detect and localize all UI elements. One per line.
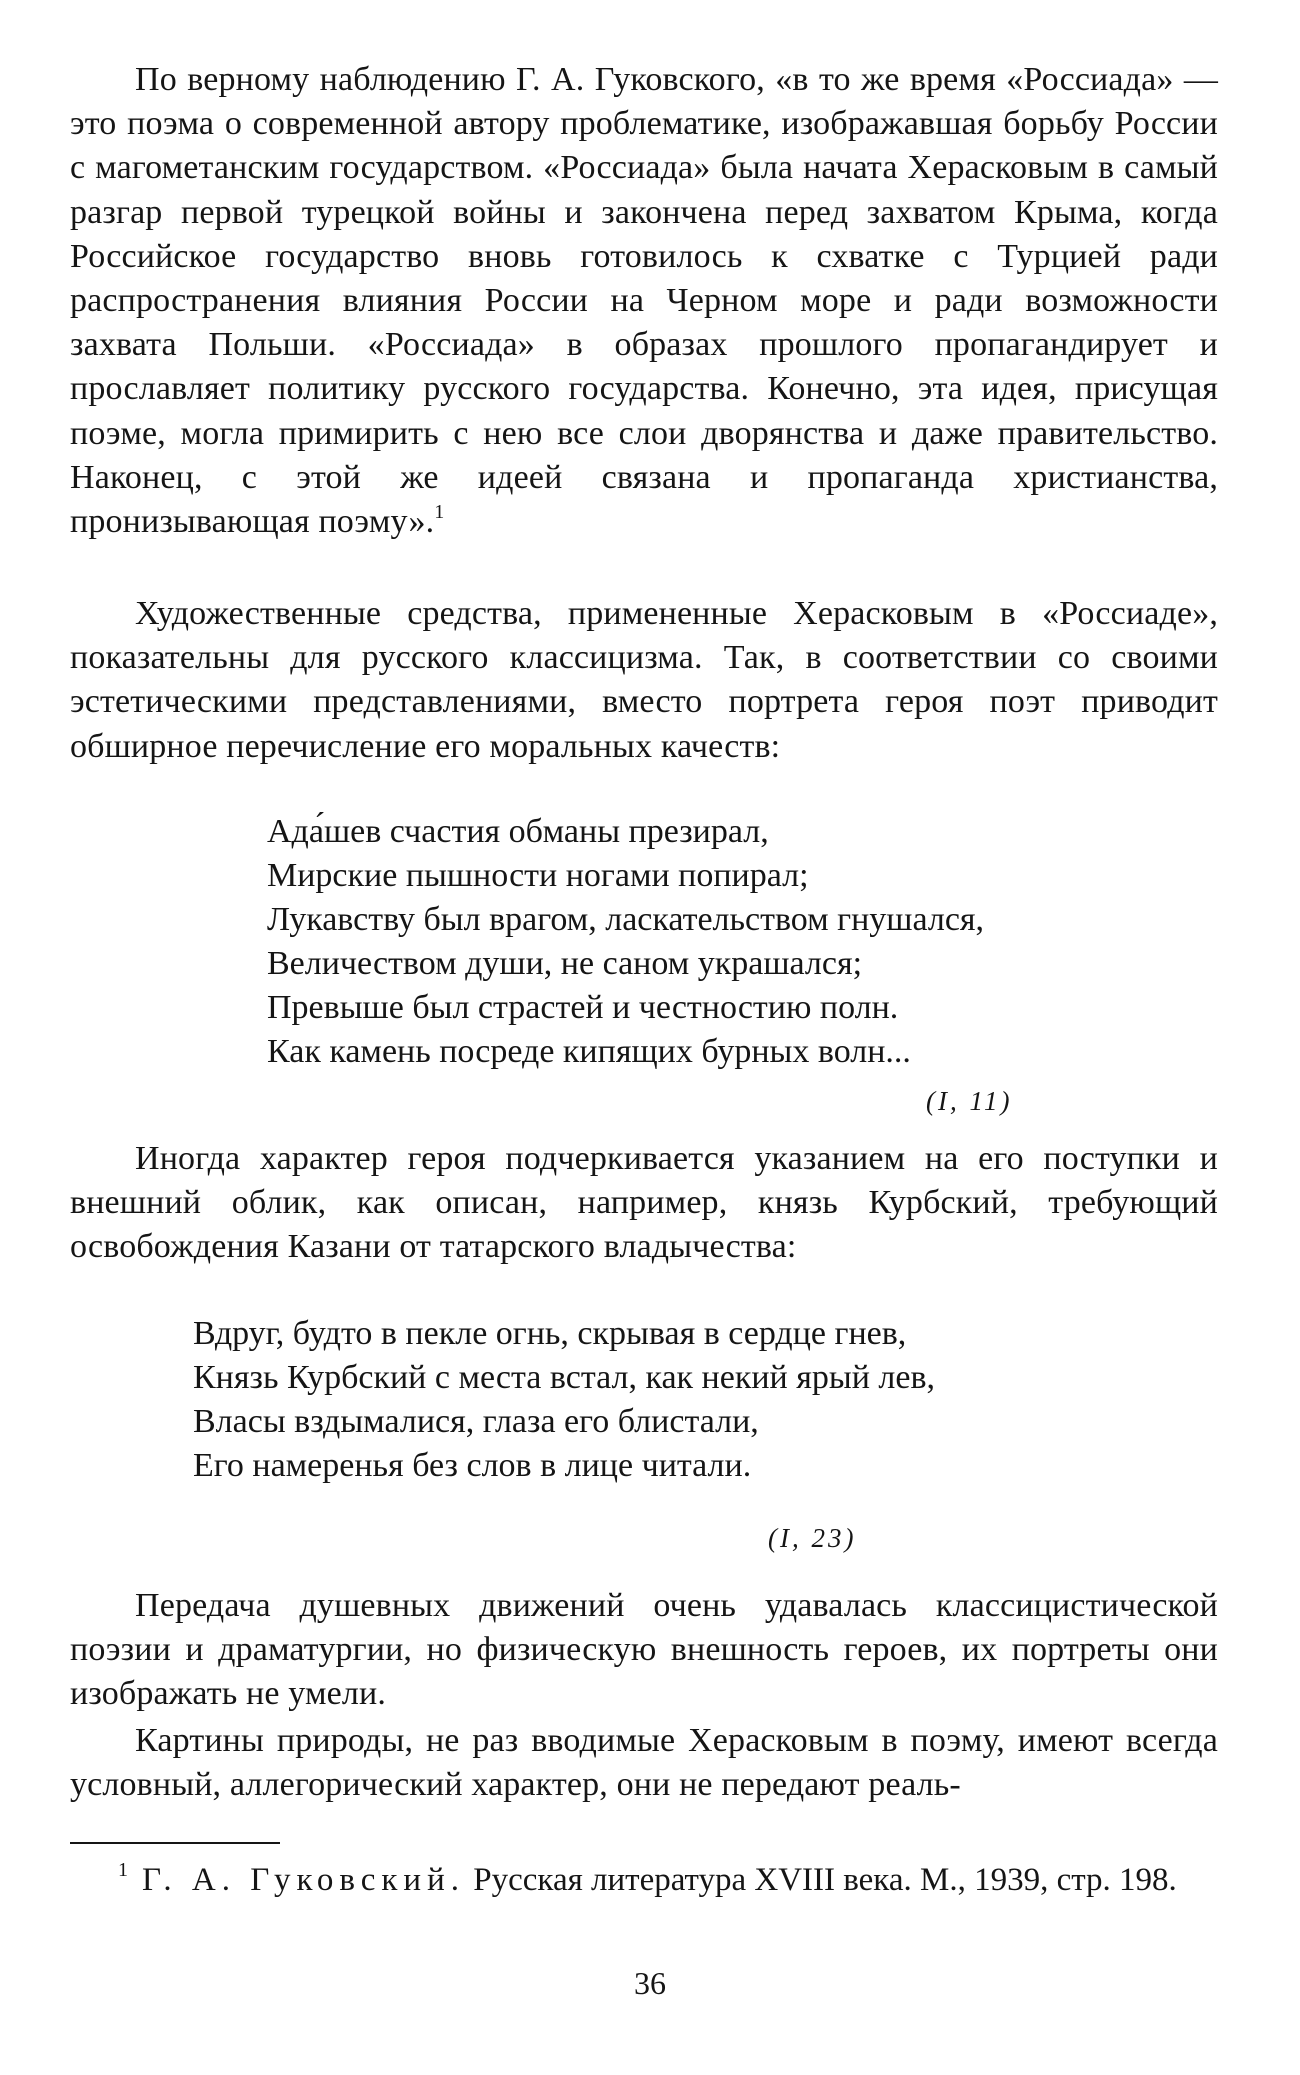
verse-line: Как камень посреде кипящих бурных волн... xyxy=(267,1033,911,1070)
paragraph-nature-pictures: Картины природы, не раз вводимые Херасковым в поэму, имеют всегда условный, аллегорический характер, они не передают реаль- xyxy=(70,1722,1218,1804)
verse-line: Мирские пышности ногами попирал; xyxy=(267,857,809,894)
verse-reference-1: (I, 11) xyxy=(926,1086,1013,1116)
verse-line: Вдруг, будто в пекле огнь, скрывая в сердце гнев, xyxy=(193,1315,907,1352)
footnote-divider xyxy=(70,1842,280,1844)
footnote xyxy=(70,1860,1218,1900)
verse-line: Ада́шев счастия обманы презирал, xyxy=(267,813,769,850)
verse-reference-2: (I, 23) xyxy=(768,1523,857,1553)
verse-line: Превыше был страстей и честностию полн. xyxy=(267,989,899,1026)
verse-quote-kurbsky xyxy=(193,1312,935,1488)
paragraph-emotions: Передача душевных движений очень удавалась классицистической поэзии и драматургии, но физическую внешность героев, их портреты они изображать не умели. xyxy=(70,1587,1218,1713)
footnote-author: Г. А. Гуковский. xyxy=(142,1862,466,1898)
verse-line: Власы вздымалися, глаза его блистали, xyxy=(193,1403,759,1440)
paragraph-hero-character: Иногда характер героя подчеркивается указанием на его поступки и внешний облик, как описан, например, князь Курбский, требующий освобождения Казани от татарского владычества: xyxy=(70,1140,1218,1266)
paragraph-artistic-means: Художественные средства, примененные Херасковым в «Россиаде», показательны для русского классицизма. Так, в соответствии со своими эстетическими представлениями, вместо портрета героя поэт приводит обширное перечисление его моральных качеств: xyxy=(70,595,1218,765)
footnote-citation: Русская литература XVIII века. М., 1939, стр. 198. xyxy=(473,1862,1177,1898)
page-number: 36 xyxy=(634,1965,666,2001)
paragraph-rossiada-problematics xyxy=(70,58,1218,544)
verse-line: Лукавству был врагом, ласкательством гнушался, xyxy=(267,901,985,938)
verse-quote-adashev xyxy=(267,810,984,1074)
verse-line: Его намеренья без слов в лице читали. xyxy=(193,1447,752,1484)
footnote-number: 1 xyxy=(118,1859,128,1881)
verse-line: Величеством души, не саном украшался; xyxy=(267,945,863,982)
paragraph-text: По верному наблюдению Г. А. Гуковского, «в то же время «Россиада» — это поэма о современной автору проблематике, изображавшая борьбу России с магометанским государством. «Россиада» была начата Херасковым в самый разгар первой турецкой войны и закончена перед захватом Крыма, когда Российское государство вновь готовилось к схватке с Турцией ради распространения влияния России на Черном море и ради возможности захвата Польши. «Россиада» в образах прошлого пропагандирует и прославляет политику русского государства. Конечно, эта идея, присущая поэме, могла примирить с нею все слои дворянства и даже правительство. Наконец, с этой же идеей связана и пропаганда христианства, пронизывающая поэму». xyxy=(70,61,1218,541)
footnote-reference-mark: 1 xyxy=(434,501,445,524)
verse-line: Князь Курбский с места встал, как некий ярый лев, xyxy=(193,1359,936,1396)
